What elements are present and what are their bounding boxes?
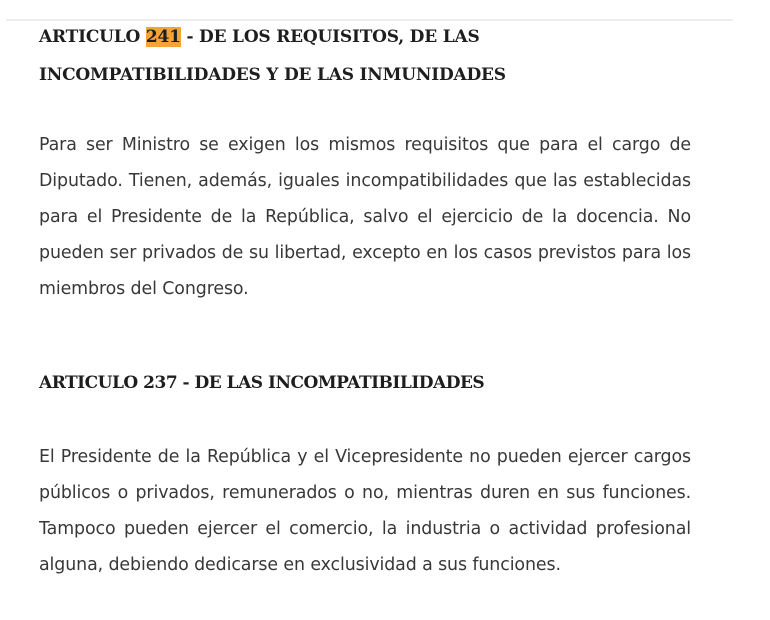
article-241-heading-prefix: ARTICULO: [39, 27, 146, 47]
article-241-heading-suffix: - DE LOS REQUISITOS, DE LAS INCOMPATIBILIDADES Y DE LAS INMUNIDADES: [39, 27, 506, 85]
search-highlight: 241: [145, 27, 181, 47]
article-237-body: El Presidente de la República y el Vicepresidente no pueden ejercer cargos públicos o privados, remunerados o no, mientras duren en sus funciones. Tampoco pueden ejercer el comercio, la industria o actividad profesional alguna, debiendo dedicarse en exclusividad a sus funciones.: [39, 447, 691, 575]
article-241-body: Para ser Ministro se exigen los mismos requisitos que para el cargo de Diputado. Tienen, además, iguales incompatibilidades que las establecidas para el Presidente de la República, salvo el ejercicio de la docencia. No pueden ser privados de su libertad, excepto en los casos previstos para los miembros del Congreso.: [39, 135, 691, 299]
article-241: [39, 18, 691, 307]
article-237-heading: ARTICULO 237 - DE LAS INCOMPATIBILIDADES: [39, 373, 485, 393]
article-237: [39, 370, 691, 583]
article-241-heading: [39, 18, 691, 94]
